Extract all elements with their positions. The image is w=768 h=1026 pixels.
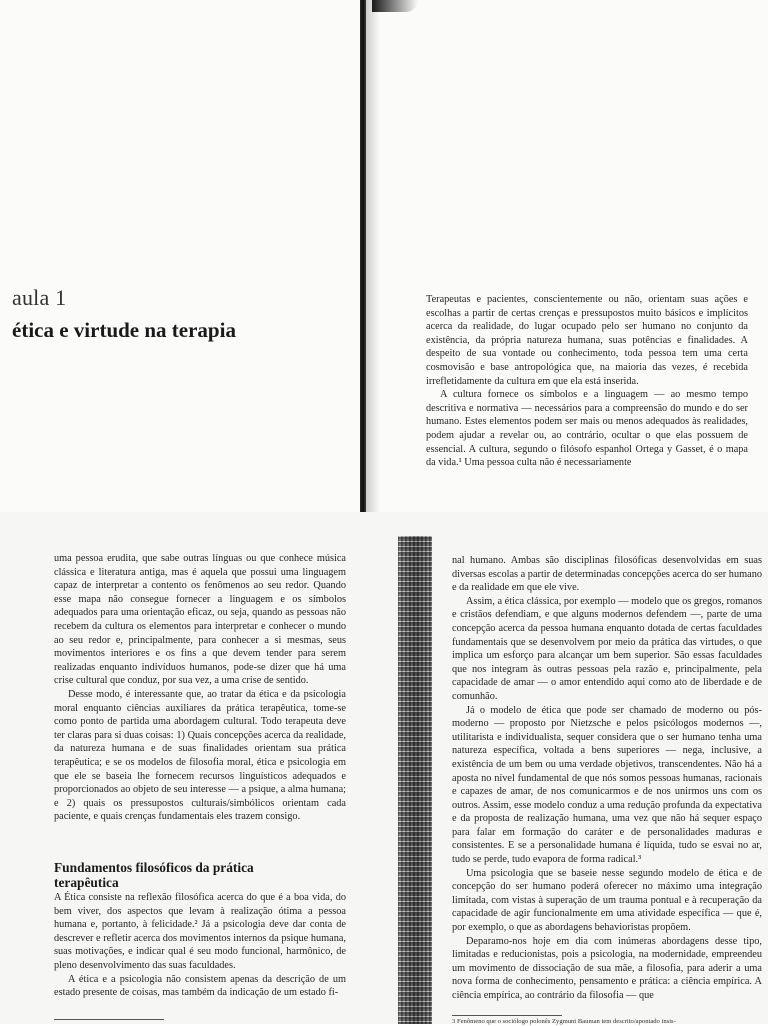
top-page-spread [0,0,768,512]
chapter-label: aula 1 [12,285,67,310]
paragraph: Terapeutas e pacientes, conscientemente ou não, orientam suas ações e escolhas a partir de certas crenças e pressupostos muito básicos e implícitos acerca da realidade, do lugar ocupado pelo ser humano no conjunto da existência, da própria natureza humana, suas potências e finalidades. A despeito de sua vontade ou conhecimento, toda pessoa tem uma certa cosmovisão e base antropológica que, na maioria das vezes, é recebida irrefletidamente da cultura em que ela está inserida. [426,294,748,387]
section-text-column [54,891,346,1000]
footnote: 3 Fenômeno que o sociólogo polonês Zygmunt Bauman tem descrito/apontado insis- [452,1018,676,1025]
bottom-left-text-column [54,552,346,824]
section-heading: Fundamentos filosóficos da prática terapêutica [54,860,254,890]
footnote-rule [54,1019,164,1020]
bottom-right-text-column [452,554,762,1003]
footnote-rule [452,1015,562,1016]
chapter-title: ética e virtude na terapia [12,318,236,342]
paragraph: Deparamo-nos hoje em dia com inúmeras abordagens desse tipo, limitadas e reducionistas, pois a psicologia, na modernidade, empreendeu um movimento de dissociação de sua mãe, a filosofia, para aderir a uma nova forma de conhecimento, pensamento e prática: a ciência empírica. A ciência empírica, ao contrário da filosofia — que [452,935,762,1001]
paragraph: uma pessoa erudita, que sabe outras línguas ou que conhece música clássica e literatura antiga, mas é aquela que possui uma linguagem capaz de interpretar a contento os fenômenos ao seu redor. Quando esse mapa não consegue fornecer a linguagem e os símbolos adequados para uma orientação eficaz, ou seja, quando as pessoas não recebem da cultura os elementos para interpretar e conhecer o mundo ao seu redor e, principalmente, para conhecer a si mesmas, seus movimentos interiores e os fins a que devem tender para serem realizadas enquanto indivíduos humanos, pode-se dizer que há uma crise cultural que conduz, por sua vez, a uma crise de sentido. [54,553,346,687]
book-gutter [398,536,432,1024]
paragraph: A Ética consiste na reflexão filosófica acerca do que é a boa vida, do bem viver, dos aspectos que levam à realização ótima a pessoa humana e, portanto, à felicidade.² Já a psicologia deve dar conta de descrever e refletir acerca dos movimentos internos da psique humana, suas motivações, e indicar qual é seu modo funcional, harmônico, de pleno desenvolvimento das suas faculdades. [54,892,346,971]
paragraph: Assim, a ética clássica, por exemplo — modelo que os gregos, romanos e cristãos defendiam, e que alguns modernos defendem —, parte de uma concepção acerca da pessoa humana enquanto dotada de certas faculdades fundamentais que se desenvolvem por meio da prática das virtudes, o que implica um esforço para alcançar um bem superior. São essas faculdades que nos integram às outras pessoas pela razão e, principalmente, pela capacidade de amar — o amor entendido aqui como ato de liberdade e de comunhão. [452,595,762,702]
paragraph: Desse modo, é interessante que, ao tratar da ética e da psicologia moral enquanto ciências auxiliares da prática terapêutica, tome-se como ponto de partida uma abordagem cultural. Todo terapeuta deve ter claras para si duas coisas: 1) Quais concepções acerca da realidade, da natureza humana e de suas finalidades orientam sua prática terapêutica; e se os modelos de filosofia moral, ética e psicologia em que ele se baseia lhe fornecem recursos linguísticos adequados e proporcionados ao objeto de seu interesse — a psique, a alma humana; e 2) quais os pressupostos culturais/simbólicos orientam cada paciente, e quais crenças fundamentais eles trazem consigo. [54,688,346,823]
gutter-shadow [366,0,380,512]
bottom-page-spread [0,512,768,1024]
paragraph: A cultura fornece os símbolos e a linguagem — ao mesmo tempo descritiva e normativa — necessários para a compreensão do mundo e do ser humano. Estes elementos podem ser mais ou menos adequados às realidades, podem ajudar a revelar ou, ao contrário, ocultar o que elas possuem de essencial. A cultura, segundo o filósofo espanhol Ortega y Gasset, é o mapa da vida.¹ Uma pessoa culta não é necessariamente [426,389,748,469]
top-right-text-column [426,293,748,470]
paragraph: nal humano. Ambas são disciplinas filosóficas desenvolvidas em suas diversas escolas a partir de determinadas concepções acerca do ser humano e da realidade em que ele vive. [452,555,762,594]
paragraph: A ética e a psicologia não consistem apenas da descrição de um estado presente de coisas, mas também da indicação de um estado fi- [54,973,346,999]
paragraph: Uma psicologia que se baseie nesse segundo modelo de ética e de concepção do ser humano poderá oferecer no máximo uma integração limitada, com vistas à superação de um trauma pontual e à recuperação da capacidade de agir funcionalmente em uma atividade específica — que é, por exemplo, o que as abordagens behavioristas propõem. [452,867,762,934]
scan-smudge [372,0,418,12]
paragraph: Já o modelo de ética que pode ser chamado de moderno ou pós-moderno — proposto por Nietzsche e pelos psicólogos modernos —, utilitarista e individualista, sequer considera que o ser humano tenha uma natureza específica, voltada a bens superiores — nega, inclusive, a existência de um bem ou uma verdade objetivos, transcendentes. Não há a aposta no nível fundamental de que nós somos pessoas humanas, racionais e capazes de amar, de nos comunicarmos e de nos unirmos uns com os outros. Assim, esse modelo conduz a uma redução profunda da expectativa e da proposta de realização humana, uma vez que não há sequer espaço para falar em formação do caráter e de personalidades maduras e consistentes. E se a personalidade humana é líquida, tudo se esvai no ar, tudo se perde, tudo evapora de forma radical.³ [452,704,762,866]
